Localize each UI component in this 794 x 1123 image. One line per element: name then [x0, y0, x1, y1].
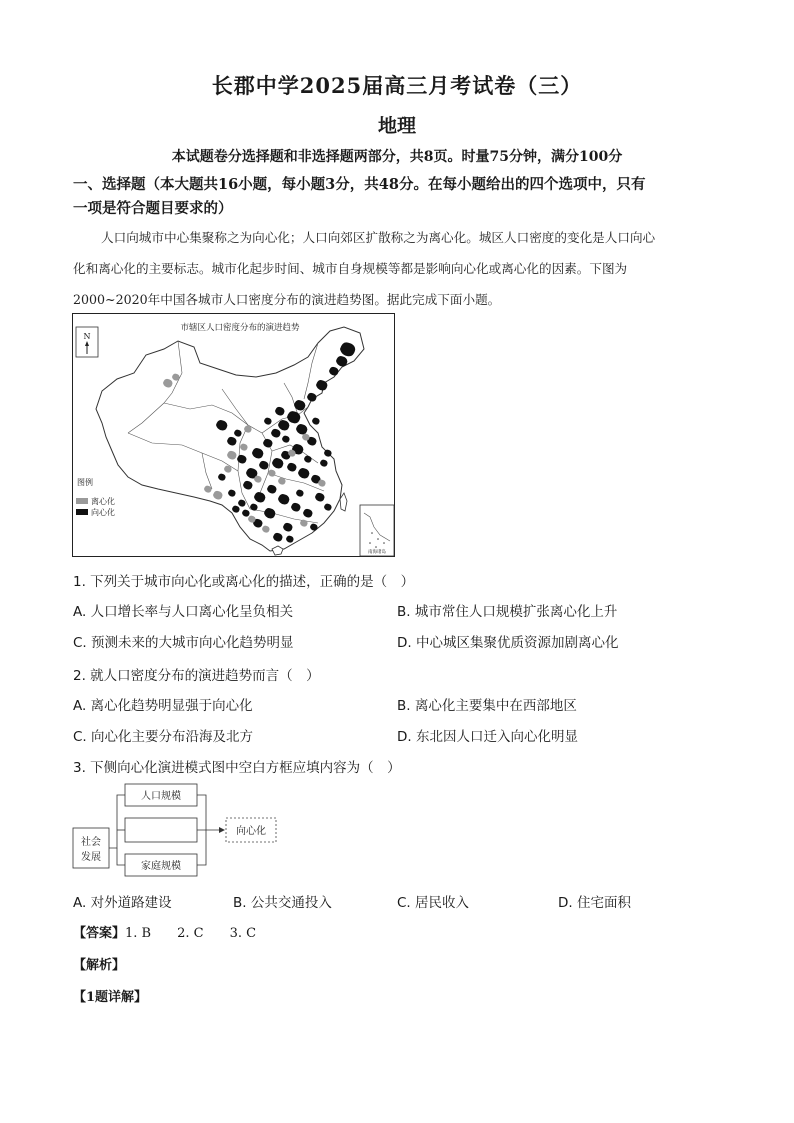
- paper-title: 长郡中学2025届高三月考试卷（三）: [211, 73, 583, 98]
- flow-label-result: 向心化: [236, 826, 266, 837]
- legend-title: 图例: [77, 478, 93, 487]
- flow-arrowhead-icon: [219, 827, 225, 833]
- q1-option-a[interactable]: A. 人口增长率与人口离心化呈负相关: [73, 604, 294, 620]
- flow-connector-left-top: [109, 795, 125, 848]
- intro-line3: 2000~2020年中国各城市人口密度分布的演进趋势图。据此完成下面小题。: [73, 292, 501, 307]
- answer-3: 3. C: [229, 926, 257, 941]
- legend-swatch-inward: [76, 509, 88, 515]
- q3-option-c[interactable]: C. 居民收入: [397, 895, 470, 911]
- flow-label-social-l1: 社会: [81, 837, 101, 848]
- q2-option-a[interactable]: A. 离心化趋势明显强于向心化: [73, 698, 253, 714]
- map-title: 市辖区人口密度分布的演进趋势: [180, 323, 300, 333]
- flow-connector-left-bottom: [117, 848, 125, 865]
- analysis-heading: 【解析】: [73, 958, 126, 973]
- population-density-map: [72, 313, 395, 557]
- answer-label: 【答案】: [73, 926, 126, 941]
- north-label: N: [83, 332, 91, 341]
- question-2-stem: 2. 就人口密度分布的演进趋势而言（ ）: [73, 668, 320, 684]
- q3-option-b[interactable]: B. 公共交通投入: [233, 895, 332, 911]
- flow-label-population: 人口规模: [141, 791, 181, 802]
- flow-box-blank: [125, 818, 197, 842]
- q3-option-a[interactable]: A. 对外道路建设: [73, 895, 172, 911]
- q1-option-b[interactable]: B. 城市常住人口规模扩张离心化上升: [397, 604, 618, 620]
- south-sea-inset: [360, 505, 394, 556]
- section-heading-line1: 一、选择题（本大题共16小题，每小题3分，共48分。在每小题给出的四个选项中，只有: [73, 176, 646, 193]
- q2-option-c[interactable]: C. 向心化主要分布沿海及北方: [73, 729, 254, 745]
- question-3-stem: 3. 下侧向心化演进模式图中空白方框应填内容为（ ）: [73, 760, 401, 776]
- legend-swatch-outward: [76, 498, 88, 504]
- q2-option-d[interactable]: D. 东北因人口迁入向心化明显: [397, 729, 578, 745]
- question-1-stem: 1. 下列关于城市向心化或离心化的描述，正确的是（ ）: [73, 574, 415, 590]
- answer-1: 1. B: [125, 926, 152, 941]
- legend-label-outward: 离心化: [91, 497, 115, 506]
- q1-option-c[interactable]: C. 预测未来的大城市向心化趋势明显: [73, 635, 294, 651]
- answer-2: 2. C: [177, 926, 204, 941]
- inset-label: 南海诸岛: [368, 550, 386, 555]
- intro-line2: 化和离心化的主要标志。城市化起步时间、城市自身规模等都是影响向心化或离心化的因素。下图为: [73, 261, 628, 276]
- legend-label-inward: 向心化: [91, 508, 115, 517]
- q1-option-d[interactable]: D. 中心城区集聚优质资源加剧离心化: [397, 635, 619, 651]
- q2-option-b[interactable]: B. 离心化主要集中在西部地区: [397, 698, 577, 714]
- flow-label-social-l2: 发展: [81, 852, 101, 863]
- section-heading-line2: 一项是符合题目要求的）: [73, 200, 233, 217]
- paper-subject: 地理: [377, 115, 416, 137]
- answer-line: [73, 922, 256, 941]
- centralization-flow-diagram: [72, 780, 282, 880]
- detail-heading: 【1题详解】: [73, 990, 148, 1005]
- q3-option-d[interactable]: D. 住宅面积: [558, 895, 631, 911]
- intro-line1: 人口向城市中心集聚称之为向心化；人口向郊区扩散称之为离心化。城区人口密度的变化是人口向心: [101, 230, 656, 245]
- paper-info: 本试题卷分选择题和非选择题两部分，共8页。时量75分钟，满分100分: [171, 149, 623, 165]
- flow-label-household: 家庭规模: [141, 861, 181, 872]
